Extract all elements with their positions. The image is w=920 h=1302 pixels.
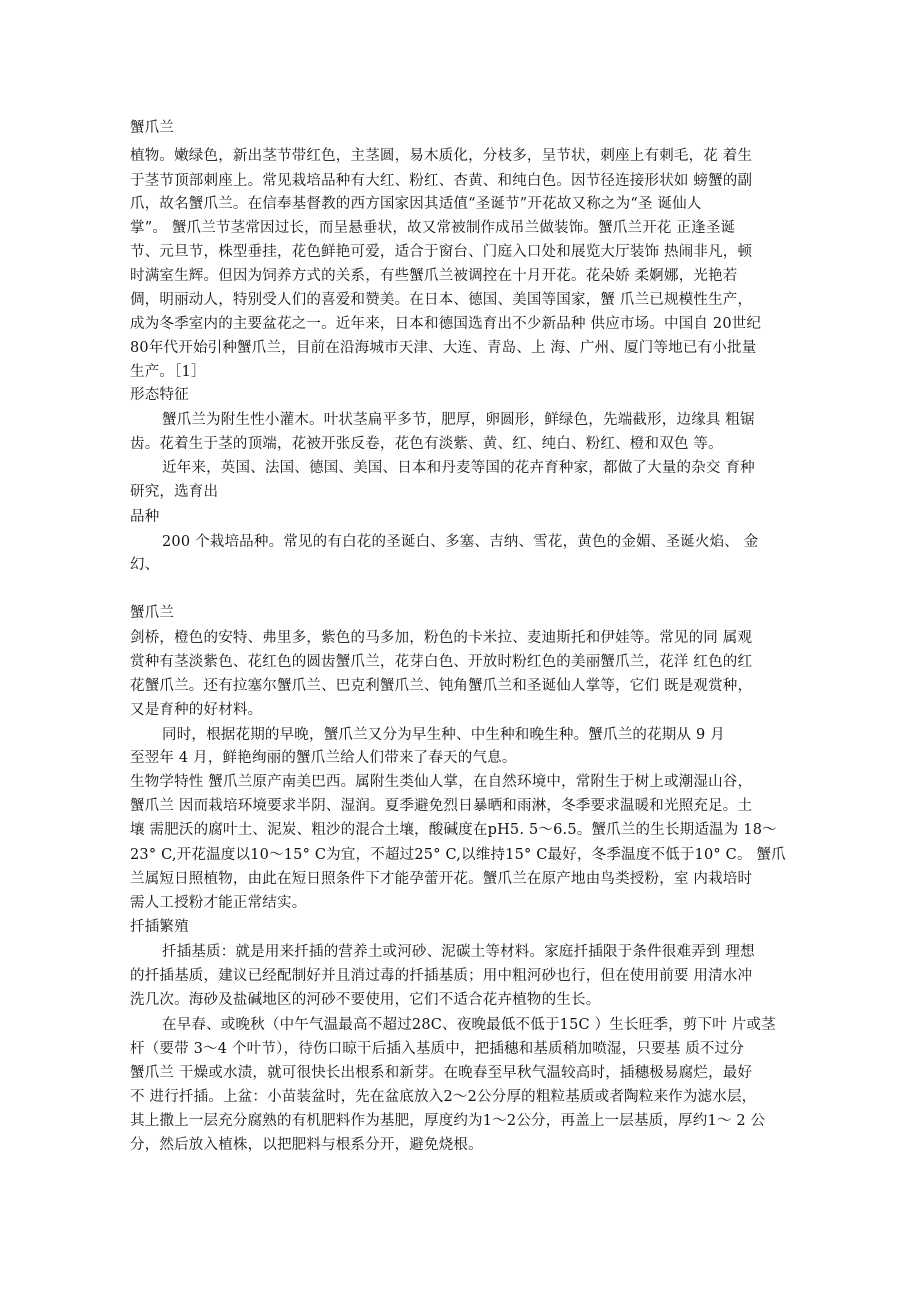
paragraph-line: 植物。嫩绿色，新出茎节带红色，主茎圆，易木质化，分枝多，呈节状，刺座上有刺毛，花 着生 [130, 148, 753, 164]
paragraph-line: 蟹爪兰 因而栽培环境要求半阴、湿润。夏季避免烈日暴晒和雨淋，冬季要求温暖和光照充足。土 [130, 798, 753, 814]
paragraph-line: 齿。花着生于茎的顶端，花被开张反卷，花色有淡紫、黄、红、纯白、粉红、橙和双色 等。 [130, 436, 723, 452]
section-heading-morphology: 形态特征 [130, 387, 189, 403]
paragraph-line: 蟹爪兰为附生性小灌木。叶状茎扁平多节，肥厚，卵圆形，鲜绿色，先端截形，边缘具 粗锯 [162, 412, 755, 428]
paragraph-line: 于茎节顶部刺座上。常见栽培品种有大红、粉红、杏黄、和纯白色。因节径连接形状如 螃蟹的副 [130, 173, 753, 189]
paragraph-line: 研究，选育出 [130, 484, 219, 500]
section-heading-varieties: 品种 [130, 509, 160, 525]
paragraph-line: 200 个栽培品种。常见的有白花的圣诞白、多塞、吉纳、雪花，黄色的金媚、圣诞火焰、 金 [162, 534, 759, 550]
paragraph-line: 兰属短日照植物，由此在短日照条件下才能孕蕾开花。蟹爪兰在原产地由鸟类授粉，室 内栽培时 [130, 871, 753, 887]
paragraph-line: 的扦插基质，建议已经配制好并且消过毒的扦插基质；用中粗河砂也行，但在使用前要 用清水冲 [130, 968, 753, 984]
paragraph-line: 洗几次。海砂及盐碱地区的河砂不要使用，它们不适合花卉植物的生长。 [130, 992, 601, 1008]
paragraph-line: 扦插基质：就是用来扦插的营养土或河砂、泥碳土等材料。家庭扦插限于条件很难弄到 理想 [162, 944, 755, 960]
paragraph-line: 同时，根据花期的早晚，蟹爪兰又分为早生种、中生种和晚生种。蟹爪兰的花期从 9 月 [162, 727, 725, 743]
paragraph-line: 至翌年 4 月，鲜艳绚丽的蟹爪兰给人们带来了春天的气息。 [130, 750, 517, 766]
paragraph-line: 壤 需肥沃的腐叶土、泥炭、粗沙的混合土壤，酸碱度在pH5. 5〜6.5。蟹爪兰的生长期适温为 18〜 [130, 822, 777, 838]
paragraph-line: 倜，明丽动人，特别受人们的喜爱和赞美。在日本、德国、美国等国家，蟹 爪兰已规模性生产， [130, 292, 753, 308]
paragraph-line: 其上撒上一层充分腐熟的有机肥料作为基肥，厚度约为1〜2公分，再盖上一层基质，厚约1〜 2 公 [130, 1113, 766, 1129]
paragraph-line: 生产。［1］ [130, 364, 206, 380]
section-heading-intro: 蟹爪兰 [130, 120, 175, 136]
paragraph-line: 不 进行扦插。上盆：小苗装盆时，先在盆底放入2〜2公分厚的粗粒基质或者陶粒来作为滤水层， [130, 1089, 757, 1105]
paragraph-line: 需人工授粉才能正常结实。 [130, 895, 307, 911]
section-heading-varieties-cont: 蟹爪兰 [130, 605, 175, 621]
paragraph-line: 成为冬季室内的主要盆花之一。近年来，日本和德国选育出不少新品种 供应市场。中国自 20世纪 [130, 316, 762, 332]
paragraph-line: 花蟹爪兰。还有拉塞尔蟹爪兰、巴克利蟹爪兰、钝角蟹爪兰和圣诞仙人掌等，它们 既是观赏种， [130, 678, 753, 694]
paragraph-line: 80年代开始引种蟹爪兰，目前在沿海城市天津、大连、青岛、上 海、广州、厦门等地已有小批量 [130, 340, 757, 356]
paragraph-line: 在早春、或晚秋（中午气温最高不超过28C、夜晚最低不低于15C ）生长旺季，剪下叶 片或茎 [162, 1017, 776, 1033]
paragraph-line: 剑桥，橙色的安特、弗里多，紫色的马多加，粉色的卡米拉、麦迪斯托和伊娃等。常见的同 属观 [130, 630, 753, 646]
paragraph-line: 蟹爪兰 干燥或水渍，就可很快长出根系和新芽。在晚春至早秋气温较高时，插穗极易腐烂，最好 [130, 1065, 753, 1081]
section-heading-propagation: 扦插繁殖 [130, 919, 189, 935]
paragraph-line: 赏种有茎淡紫色、花红色的圆齿蟹爪兰，花芽白色、开放时粉红色的美丽蟹爪兰，花洋 红色的红 [130, 654, 753, 670]
paragraph-line: 时满室生辉。但因为饲养方式的关系，有些蟹爪兰被调控在十月开花。花朵娇 柔婀娜，光艳若 [130, 268, 738, 284]
paragraph-line: 节、元旦节，株型垂挂，花色鲜艳可爱，适合于窗台、门庭入口处和展览大厅装饰 热闹非凡，顿 [130, 244, 753, 260]
paragraph-line: 23° C,开花温度以10〜15° C为宜，不超过25° C,以维持15° C最好，冬季温度不低于10° C。 蟹爪 [130, 847, 786, 863]
paragraph-line: 爪，故名蟹爪兰。在信奉基督教的西方国家因其适值“圣诞节”开花故又称之为“圣 诞仙人 [130, 196, 702, 212]
paragraph-line: 分，然后放入植株，以把肥料与根系分开，避免烧根。 [130, 1137, 483, 1153]
paragraph-line: 生物学特性 蟹爪兰原产南美巴西。属附生类仙人掌，在自然环境中，常附生于树上或潮湿山谷， [130, 774, 753, 790]
paragraph-line: 掌”。 蟹爪兰节茎常因过长，而呈悬垂状，故又常被制作成吊兰做装饰。蟹爪兰开花 正逢圣诞 [130, 220, 736, 236]
paragraph-line: 又是育种的好材料。 [130, 702, 263, 718]
paragraph-line: 杆（要带 3〜4 个叶节），待伤口晾干后插入基质中，把插穗和基质稍加喷湿，只要基 质不过分 [130, 1041, 745, 1057]
paragraph-line: 幻、 [130, 557, 160, 573]
paragraph-line: 近年来，英国、法国、德国、美国、日本和丹麦等国的花卉育种家，都做了大量的杂交 育种 [162, 460, 755, 476]
